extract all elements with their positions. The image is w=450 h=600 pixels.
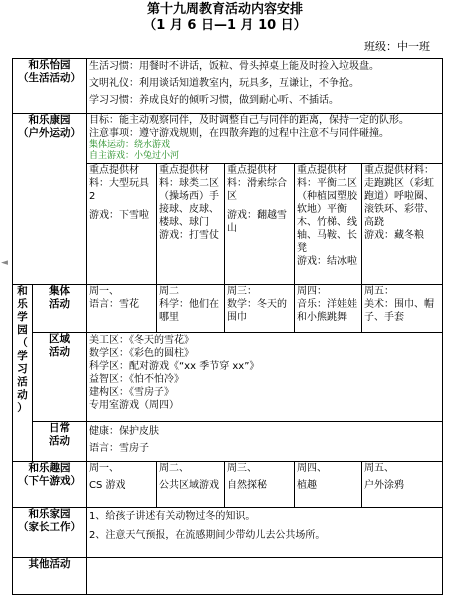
outdoor-day-cell [157,164,225,285]
subheader-text: 日常 [49,422,70,434]
group-day-cell [362,285,443,333]
game-text: 游戏：打雪仗 [159,230,219,241]
activity-text: 植趣 [297,480,317,491]
outdoor-goal-content [87,114,443,164]
subheader-text: 活动 [49,346,70,358]
life-content [87,59,443,114]
row-afternoon-games [13,462,443,508]
activity-text: 户外涂鸦 [364,480,404,491]
family-content [87,508,443,558]
row-name-char: 和 [17,285,28,297]
area-line: 专用室游戏（周四） [89,400,179,411]
material-text: 重点提供材料：平衡二区（种植园塑胶软地）平衡木、竹梯、线轴、马鞍、长凳 [297,165,357,254]
row-header-learning [13,285,33,462]
outdoor-day-cell [295,164,362,285]
outdoor-goal: 目标：能主动观察同伴，及时调整自己与同伴的距离，保持一定的队形。 [89,115,409,126]
area-content [87,333,443,422]
outdoor-day-cell [87,164,157,285]
row-subtitle: （下午游戏） [18,475,81,487]
class-label: 班级：中一班 [364,40,430,53]
subheader-text: 活动 [49,298,70,310]
day-label: 周五： [364,286,394,297]
row-name-char: 习 [17,363,28,375]
subheader-text: 区域 [49,333,70,345]
subheader-text: 集体 [49,285,70,297]
material-text: 重点提供材料：走跑跳区（彩虹跑道）呼啦圈、滚铁环、彩带、高跷 [364,165,434,228]
area-line: 科学区：配对游戏《“xx 季节穿 xx”》 [89,361,260,372]
afternoon-day-cell [87,462,157,508]
subheader-area [33,333,87,422]
group-day-cell [87,285,157,333]
date-range: （1 月 6 日—1 月 10 日） [143,18,307,33]
row-daily-activities [13,422,443,462]
daily-line: 健康：保护皮肤 [89,426,159,437]
row-name-char: 学 [17,311,28,323]
row-subtitle: （家长工作） [18,521,81,533]
collapse-arrow-icon[interactable]: ◄ [1,258,8,268]
activity-text: 语言：雪花 [89,299,139,310]
row-name: 和乐家园 [28,508,71,520]
family-line: 1、给孩子讲述有关动物过冬的知识。 [89,511,256,522]
day-label: 周一、 [89,286,119,297]
activity-text: 自然探秘 [227,480,267,491]
row-area-activities [13,333,443,422]
life-line: 生活习惯：用餐时不讲话，饭粒、骨头掉桌上能及时捡入垃圾盘。 [89,61,379,72]
row-name-char: 学 [17,350,28,362]
schedule-table [12,58,443,595]
area-line: 数学区：《彩色的圆柱》 [89,348,194,359]
area-line: 美工区：《冬天的雪花》 [89,335,194,346]
row-header-outdoor [13,114,87,285]
outdoor-group-game: 集体运动：绕水游戏 [89,140,171,150]
family-line: 2、注意天气预报，在流感期间少带幼儿去公共场所。 [89,530,326,541]
outdoor-notes: 注意事项：遵守游戏规则，在四散奔跑的过程中注意不与同伴碰撞。 [89,128,389,139]
afternoon-day-cell [295,462,362,508]
daily-content [87,422,443,462]
day-label: 周五、 [364,463,394,474]
activity-text: CS 游戏 [89,480,126,491]
area-line: 益智区：《怕不怕冷》 [89,374,184,385]
row-name: 其他活动 [28,558,71,570]
day-label: 周一、 [89,463,119,474]
life-line: 文明礼仪：利用谈话知道教室内，玩具多，互谦让，不争抢。 [89,78,359,89]
other-content [87,558,443,595]
day-label: 周四、 [297,463,327,474]
group-day-cell [157,285,225,333]
row-header-other [13,558,87,595]
afternoon-day-cell [362,462,443,508]
row-header-family [13,508,87,558]
activity-text: 公共区域游戏 [159,480,219,491]
row-outdoor-goals [13,114,443,164]
afternoon-day-cell [157,462,225,508]
game-text: 游戏：下雪啦 [89,210,149,221]
group-day-cell [295,285,362,333]
area-line: 建构区：《雪房子》 [89,387,174,398]
activity-text: 科学：他们在哪里 [159,299,219,323]
row-name-char: 动 [17,389,28,401]
activity-text: 数学：冬天的围巾 [227,299,287,323]
day-label: 周三、 [227,463,257,474]
day-label: 周二 [159,286,179,297]
game-text: 游戏：结冰啦 [297,256,357,267]
row-header-life [13,59,87,114]
game-text: 游戏：藏冬粮 [364,230,424,241]
row-other-activities [13,558,443,595]
day-label: 周四： [297,286,327,297]
row-name-char: ） [17,402,28,414]
activity-text: 音乐：洋娃娃和小熊跳舞 [297,299,357,323]
row-name: 和乐趣园 [28,462,71,474]
outdoor-day-cell [225,164,295,285]
day-label: 周二、 [159,463,189,474]
activity-text: 美术：围巾、帽子、手套 [364,299,434,323]
row-family-work [13,508,443,558]
row-name-char: 活 [17,376,28,388]
row-name-char: 乐 [17,298,28,310]
row-name-char: 园 [17,324,28,336]
group-day-cell [225,285,295,333]
material-text: 重点提供材料：大型玩具2 [89,165,149,202]
outdoor-free-game: 自主游戏：小兔过小河 [89,151,180,161]
afternoon-day-cell [225,462,295,508]
page-title: 第十九周教育活动内容安排 [146,2,303,17]
row-name-char: （ [17,337,28,349]
outdoor-day-cell [362,164,443,285]
subheader-daily [33,422,87,462]
row-group-activities [13,285,443,333]
subheader-text: 活动 [49,435,70,447]
row-subtitle: （生活活动） [18,72,81,84]
row-header-afternoon [13,462,87,508]
row-subtitle: （户外运动） [18,127,81,139]
row-name: 和乐怡园 [28,59,71,71]
game-text: 游戏：翻越雪山 [227,210,287,234]
daily-line: 语言：雪房子 [89,443,149,454]
row-name: 和乐康园 [28,114,71,126]
life-line: 学习习惯：养成良好的倾听习惯，做到耐心听、不插话。 [89,95,339,106]
material-text: 重点提供材料：滑索综合区 [227,165,287,202]
subheader-group [33,285,87,333]
row-life-activities [13,59,443,114]
material-text: 重点提供材料：球类二区（操场西）手接球、皮球、楼球、球门 [159,165,219,228]
day-label: 周三： [227,286,257,297]
